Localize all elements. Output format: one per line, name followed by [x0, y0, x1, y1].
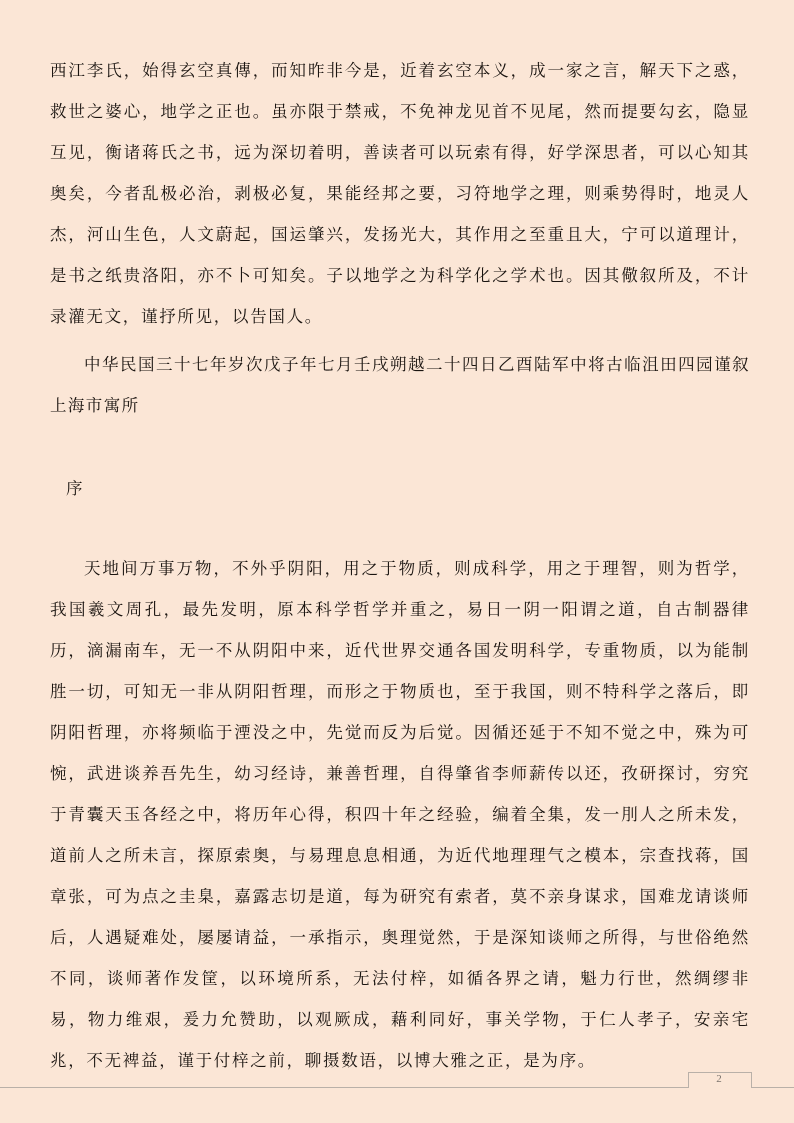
page-number: 2 — [716, 1073, 722, 1085]
preface-paragraph: 天地间万事万物，不外乎阴阳，用之于物质，则成科学，用之于理智，则为哲学，我国羲文周孔，最先发明，原本科学哲学并重之，易日一阴一阳谓之道，自古制器律历，滴漏南车，无一不从阴阳中来，近代世界交通各国发明科学，专重物质，以为能制胜一切，可知无一非从阴阳哲理，而形之于物质也，至于我国，则不特科学之落后，即阴阳哲理，亦将频临于湮没之中，先觉而反为后觉。因循还延于不知不觉之中，殊为可惋，武进谈养吾先生，幼习经诗，兼善哲理，自得肇省李师薪传以还，孜研探讨，穷究于青囊天玉各经之中，将历年心得，积四十年之经验，编着全集，发一刖人之所未发，道前人之所未言，探原索奥，与易理息息相通，为近代地理理气之模本，宗查找蒋，国章张，可为点之圭臬，嘉露志切是道，每为研究有索者，莫不亲身谋求，国难龙请谈师后，人遇疑难处，屡屡请益，一承指示，奥理觉然，于是深知谈师之所得，与世俗绝然不同，谈师著作发筐，以环境所系，无法付梓，如循各界之请，魁力行世，然绸缪非易，物力维艰，爰力允赞助，以观厥成，藉利同好，事关学物，于仁人孝子，安亲宅兆，不无裨益，谨于付梓之前，聊摄数语，以博大雅之正，是为序。 — [50, 559, 750, 1070]
section-heading: 序 — [66, 479, 83, 498]
signature-paragraph: 中华民国三十七年岁次戊子年七月壬戌朔越二十四日乙酉陆军中将古临沮田四园谨叙上海市寓所 — [50, 355, 750, 415]
footer-divider — [0, 1087, 794, 1088]
body-paragraph: 西江李氏，始得玄空真傳，而知昨非今是，近着玄空本义，成一家之言，解天下之惑，救世之婆心，地学之正也。虽亦限于禁戒，不免神龙见首不见尾，然而提要勾玄，隐显互见，衡诸蒋氏之书，远为深切着明，善读者可以玩索有得，好学深思者，可以心知其奥矣，今者乱极必治，剥极必复，果能经邦之要，习符地学之理，则乘势得时，地灵人杰，河山生色，人文蔚起，国运肇兴，发扬光大，其作用之至重且大，宁可以道理计，是书之纸贵洛阳，亦不卜可知矣。子以地学之为科学化之学术也。因其儆叙所及，不计录灌无文，谨抒所见，以告国人。 — [50, 61, 750, 326]
